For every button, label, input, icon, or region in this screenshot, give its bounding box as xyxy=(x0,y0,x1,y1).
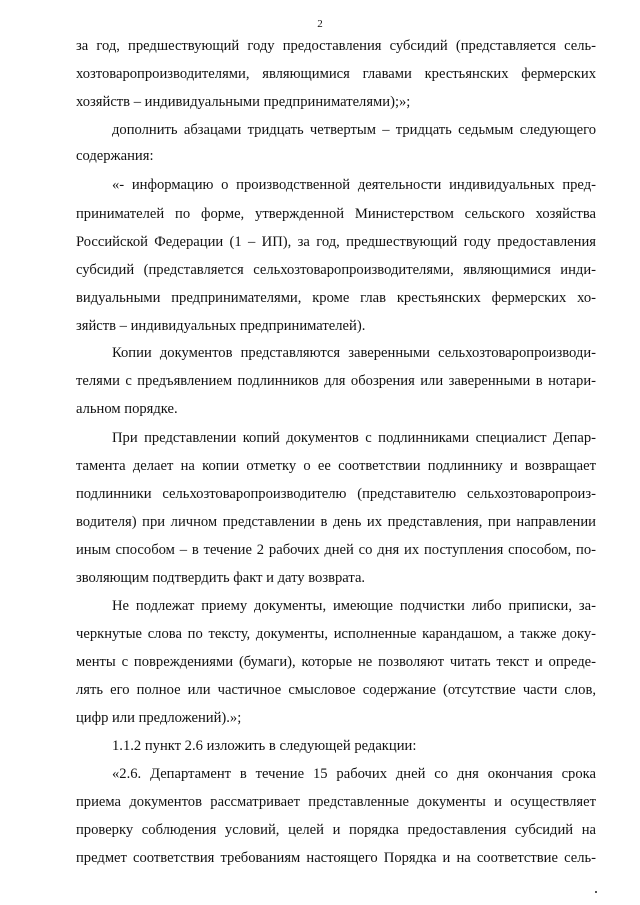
page-number: 2 xyxy=(317,18,323,30)
text-line: субсидий (представляется сельхозтоваропроизводителями, являющимися инди- xyxy=(76,262,596,278)
text-line: цифр или предложений).»; xyxy=(76,710,242,726)
text-line: тамента делает на копии отметку о ее соответствии подлиннику и возвращает xyxy=(76,458,596,474)
text-line: При представлении копий документов с подлинниками специалист Депар- xyxy=(112,430,596,446)
text-line: альном порядке. xyxy=(76,401,178,417)
text-line: содержания: xyxy=(76,148,154,164)
text-line: хозтоваропроизводителями, являющимися главами крестьянских фермерских xyxy=(76,66,596,82)
text-line: телями с предъявлением подлинников для обозрения или заверенными в нотари- xyxy=(76,373,596,389)
text-line: Копии документов представляются заверенными сельхозтоваропроизводи- xyxy=(112,345,596,361)
text-line: водителя) при личном представлении в день их представления, при направлении xyxy=(76,514,596,530)
text-line: менты с повреждениями (бумаги), которые не позволяют читать текст и опреде- xyxy=(76,654,596,670)
text-line: за год, предшествующий году предоставления субсидий (представляется сель- xyxy=(76,38,596,54)
text-line: 1.1.2 пункт 2.6 изложить в следующей редакции: xyxy=(112,738,417,754)
text-line: подлинники сельхозтоваропроизводителю (представителю сельхозтоваропроиз- xyxy=(76,486,596,502)
text-line: зволяющим подтвердить факт и дату возврата. xyxy=(76,570,366,586)
text-line: принимателей по форме, утвержденной Министерством сельского хозяйства xyxy=(76,206,596,222)
text-line: проверку соблюдения условий, целей и порядка предоставления субсидий на xyxy=(76,822,596,838)
text-line: черкнутые слова по тексту, документы, исполненные карандашом, а также доку- xyxy=(76,626,596,642)
text-line: «2.6. Департамент в течение 15 рабочих дней со дня окончания срока xyxy=(112,766,596,782)
text-line: предмет соответствия требованиям настоящего Порядка и на соответствие сель- xyxy=(76,850,596,866)
text-line: Не подлежат приему документы, имеющие подчистки либо приписки, за- xyxy=(112,598,596,614)
text-line: Российской Федерации (1 – ИП), за год, предшествующий году предоставления xyxy=(76,234,596,250)
text-line: «- информацию о производственной деятельности индивидуальных пред- xyxy=(112,177,596,193)
text-line: иным способом – в течение 2 рабочих дней со дня их поступления способом, по- xyxy=(76,542,596,558)
scan-artifact-dot xyxy=(595,891,597,893)
text-line: приема документов рассматривает представленные документы и осуществляет xyxy=(76,794,596,810)
text-line: дополнить абзацами тридцать четвертым – тридцать седьмым следующего xyxy=(112,122,596,138)
text-line: лять его полное или частичное смысловое содержание (отсутствие части слов, xyxy=(76,682,596,698)
text-line: хозяйств – индивидуальными предпринимателями);»; xyxy=(76,94,411,110)
text-line: видуальными предпринимателями, кроме глав крестьянских фермерских хо- xyxy=(76,290,596,306)
text-line: зяйств – индивидуальных предпринимателей). xyxy=(76,318,366,334)
